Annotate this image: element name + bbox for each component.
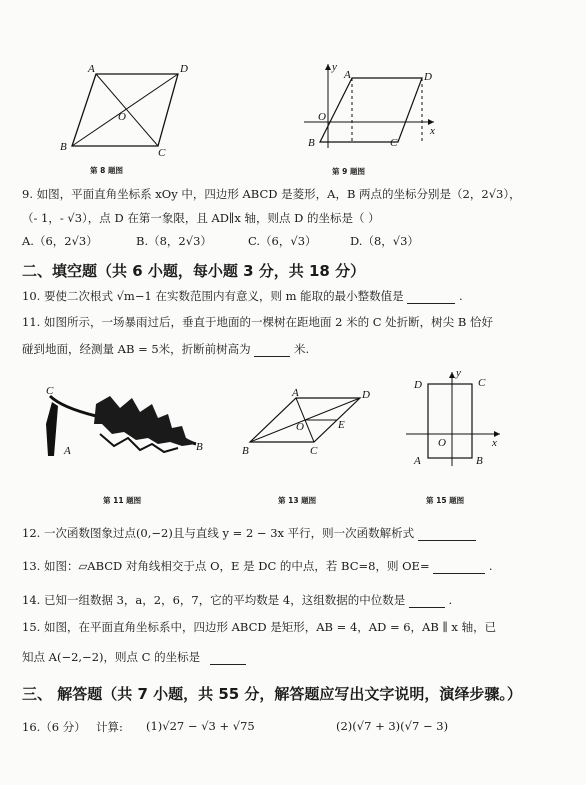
fig15-label-x: x [492, 437, 497, 449]
fig8-label-a: A [88, 63, 95, 75]
question-9-line-2: （- 1，- √3），点 D 在第一象限，且 AD∥x 轴，则点 D 的坐标是（ ） [22, 211, 380, 225]
question-9-option-a: A.（6，2√3） [22, 234, 98, 248]
fig15-label-d: D [414, 379, 422, 391]
question-11-answer-blank[interactable] [254, 342, 290, 357]
question-9-option-d: D.（8，√3） [350, 234, 419, 248]
question-15-line-1: 15. 如图，在平面直角坐标系中，四边形 ABCD 是矩形，AB = 4，AD = 6，AB ∥ x 轴，已 [22, 620, 497, 634]
fig8-label-o: O [118, 111, 126, 123]
figure-11-caption: 第 11 题图 [103, 496, 142, 505]
fig11-label-c: C [46, 385, 54, 397]
question-12-answer-blank[interactable] [418, 526, 476, 541]
fig15-label-y: y [456, 367, 461, 379]
question-11-end: 米. [294, 342, 310, 356]
question-16-intro: 计算: [96, 720, 123, 734]
question-10-answer-blank[interactable] [407, 289, 455, 304]
figure-15-caption: 第 15 题图 [426, 496, 465, 505]
section-3-heading: 三、 解答题（共 7 小题，共 55 分，解答题应写出文字说明，演绎步骤。） [22, 685, 522, 703]
fig15-label-a: A [414, 455, 421, 467]
question-9-option-c: C.（6，√3） [248, 234, 317, 248]
fig8-label-c: C [158, 147, 166, 159]
fig9-label-a: A [344, 69, 351, 81]
fig13-label-e: E [338, 419, 345, 431]
question-10-text: 10. 要使二次根式 √m−1 在实数范围内有意义，则 m 能取的最小整数值是 [22, 289, 404, 303]
question-10-end: . [458, 289, 463, 303]
fig9-label-y: y [332, 61, 337, 73]
question-15-text: 知点 A(−2,−2)，则点 C 的坐标是 [22, 650, 201, 664]
fig13-label-a: A [292, 387, 299, 399]
fig15-label-c: C [478, 377, 486, 389]
question-14-answer-blank[interactable] [409, 593, 445, 608]
fig13-label-d: D [362, 389, 370, 401]
fig11-label-a: A [64, 445, 71, 457]
figure-8-caption: 第 8 题图 [90, 166, 123, 175]
figure-13-caption: 第 13 题图 [278, 496, 317, 505]
question-11-text: 碰到地面，经测量 AB = 5米，折断前树高为 [22, 342, 251, 356]
question-14-end: . [448, 593, 453, 607]
fig15-label-o: O [438, 437, 446, 449]
question-14 [22, 592, 452, 608]
question-11-line-1: 11. 如图所示，一场暴雨过后，垂直于地面的一棵树在距地面 2 米的 C 处折断，树尖 B 恰好 [22, 315, 493, 329]
figure-11-broken-tree [40, 384, 220, 474]
fig13-label-c: C [310, 445, 318, 457]
question-16-part-2: (2)(√7 + 3)(√7 − 3) [336, 719, 449, 733]
question-16-part-1: (1)√27 − √3 + √75 [146, 719, 255, 733]
figure-9-caption: 第 9 题图 [332, 167, 365, 176]
question-13-end: . [488, 559, 493, 573]
fig9-label-b: B [308, 137, 315, 149]
question-12-text: 12. 一次函数图象过点(0,−2)且与直线 y = 2 − 3x 平行，则一次函数解析式 [22, 526, 415, 540]
fig11-label-b: B [196, 441, 203, 453]
fig15-label-b: B [476, 455, 483, 467]
question-9-line-1: 9. 如图，平面直角坐标系 xOy 中，四边形 ABCD 是菱形，A，B 两点的坐标分别是（2，2√3）， [22, 187, 521, 201]
question-12 [22, 525, 476, 541]
fig13-label-o: O [296, 421, 304, 433]
figure-15-rectangle-coordinates [404, 366, 514, 476]
fig9-label-x: x [430, 125, 435, 137]
question-15-line-2 [22, 649, 246, 665]
question-9-option-b: B.（8，2√3） [136, 234, 212, 248]
figure-8-rhombus [58, 60, 198, 159]
question-11-line-2 [22, 341, 309, 357]
question-10 [22, 288, 463, 304]
fig9-label-o: O [318, 111, 326, 123]
question-16-label: 16.（6 分） [22, 720, 86, 734]
question-15-answer-blank[interactable] [210, 650, 246, 665]
question-13-text: 13. 如图：▱ABCD 对角线相交于点 O，E 是 DC 的中点，若 BC=8，则 OE= [22, 559, 430, 573]
fig9-label-d: D [424, 71, 432, 83]
fig13-label-b: B [242, 445, 249, 457]
fig8-label-b: B [60, 141, 67, 153]
fig9-label-c: C [390, 137, 398, 149]
question-13 [22, 558, 493, 574]
figure-9-coordinate-rhombus [302, 58, 442, 153]
figure-13-parallelogram [240, 384, 380, 464]
question-14-text: 14. 已知一组数据 3，a，2，6，7，它的平均数是 4，这组数据的中位数是 [22, 593, 406, 607]
section-2-heading: 二、填空题（共 6 小题，每小题 3 分，共 18 分） [22, 262, 366, 280]
question-13-answer-blank[interactable] [433, 559, 485, 574]
fig8-label-d: D [180, 63, 188, 75]
